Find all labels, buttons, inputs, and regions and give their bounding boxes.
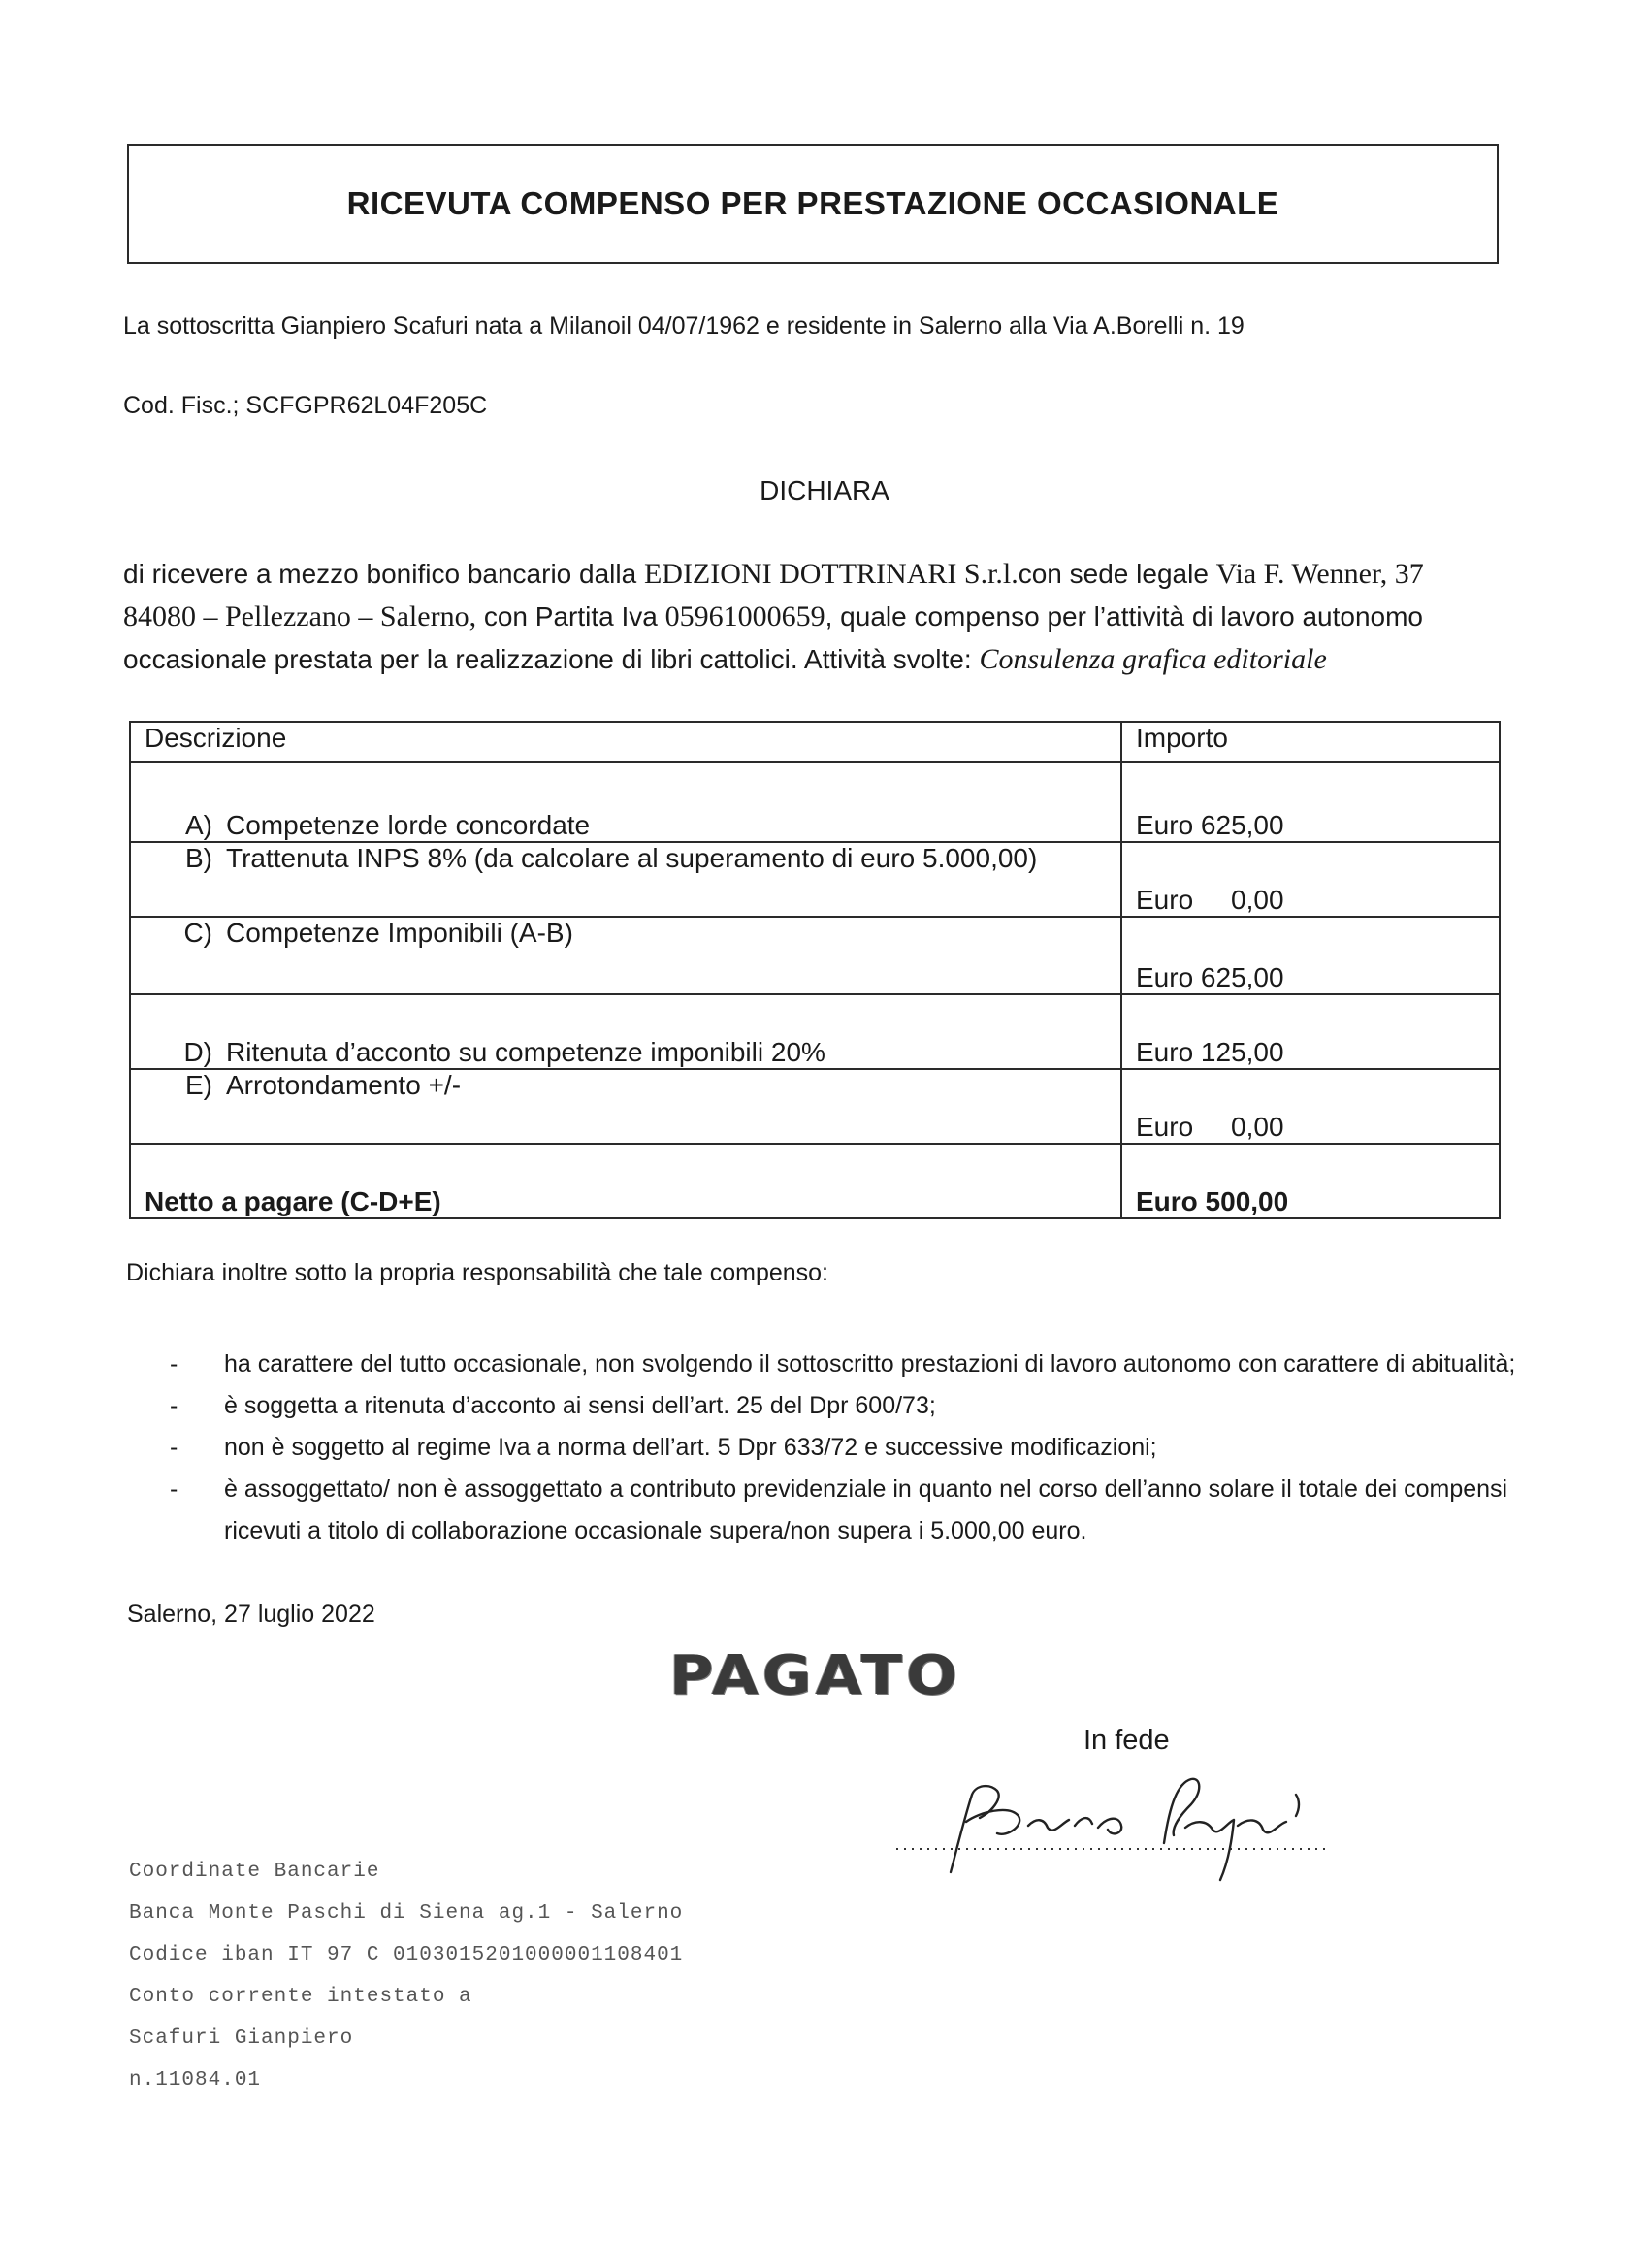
activity: Consulenza grafica editoriale [979, 643, 1327, 675]
total-label: Netto a pagare (C-D+E) [130, 1144, 1121, 1218]
list-item: - non è soggetto al regime Iva a norma dell’art. 5 Dpr 633/72 e successive modificazioni; [170, 1434, 1157, 1461]
row-amount: Euro 125,00 [1121, 994, 1500, 1069]
row-text: Ritenuta d’acconto su competenze imponibili 20% [226, 1037, 825, 1067]
company-name: EDIZIONI DOTTRINARI S.r.l. [643, 558, 1018, 590]
list-item-continuation: ricevuti a titolo di collaborazione occasionale supera/non supera i 5.000,00 euro. [224, 1517, 1087, 1544]
table-row: B) Trattenuta INPS 8% (da calcolare al superamento di euro 5.000,00) Euro 0,00 [130, 842, 1500, 917]
row-amount: Euro 0,00 [1121, 1069, 1500, 1144]
list-item: - è soggetta a ritenuta d’acconto ai sensi dell’art. 25 del Dpr 600/73; [170, 1392, 936, 1419]
row-amount: Euro 625,00 [1121, 917, 1500, 994]
paid-stamp: PAGATO [669, 1642, 961, 1707]
bank-name: Banca Monte Paschi di Siena ag.1 - Salerno [129, 1902, 684, 1925]
intro-line: La sottoscritta Gianpiero Scafuri nata a Milanoil 04/07/1962 e residente in Salerno alla Via A.Borelli n. 19 [123, 312, 1245, 340]
row-amount: Euro 0,00 [1121, 842, 1500, 917]
table-row: D) Ritenuta d’acconto su competenze imponibili 20% Euro 125,00 [130, 994, 1500, 1069]
place-date: Salerno, 27 luglio 2022 [127, 1601, 375, 1628]
table-row: A) Competenze lorde concordate Euro 625,00 [130, 762, 1500, 842]
iban: Codice iban IT 97 C 0103015201000001108401 [129, 1944, 684, 1966]
header-importo: Importo [1121, 722, 1500, 762]
fee-table [129, 721, 1501, 1219]
document-title: RICEVUTA COMPENSO PER PRESTAZIONE OCCASIONALE [346, 185, 1279, 221]
list-item: - ha carattere del tutto occasionale, non svolgendo il sottoscritto prestazioni di lavoro autonomo con carattere di abitualità; [170, 1350, 1516, 1377]
table-row: C) Competenze Imponibili (A-B) Euro 625,00 [130, 917, 1500, 994]
account-holder-label: Conto corrente intestato a [129, 1986, 472, 2008]
account-number: n.11084.01 [129, 2069, 262, 2091]
body-line-3: occasionale prestata per la realizzazione di libri cattolici. Attività svolte: Consulenza grafica editoriale [123, 643, 1327, 675]
table-row: E) Arrotondamento +/- Euro 0,00 [130, 1069, 1500, 1144]
table-total-row [130, 1144, 1500, 1218]
company-address: Via F. Wenner, 37 [1215, 558, 1424, 590]
header-description: Descrizione [130, 722, 1121, 762]
fiscal-code: Cod. Fisc.; SCFGPR62L04F205C [123, 392, 488, 419]
total-amount: Euro 500,00 [1121, 1144, 1500, 1218]
account-holder: Scafuri Gianpiero [129, 2027, 354, 2050]
table-header-row [130, 722, 1500, 762]
row-text: Competenze Imponibili (A-B) [226, 918, 573, 948]
declare-heading: DICHIARA [760, 475, 889, 505]
declaration-list [170, 1344, 1515, 1552]
also-declare: Dichiara inoltre sotto la propria responsabilità che tale compenso: [126, 1259, 828, 1286]
row-amount: Euro 625,00 [1121, 762, 1500, 842]
list-item: - è assoggettato/ non è assoggettato a contributo previdenziale in quanto nel corso dell’anno solare il totale dei compensi [170, 1475, 1508, 1503]
vat-number: 05961000659 [664, 600, 825, 632]
title-box [127, 144, 1499, 264]
body-line-1: di ricevere a mezzo bonifico bancario dalla EDIZIONI DOTTRINARI S.r.l.con sede legale Via F. Wenner, 37 [123, 558, 1424, 590]
body-line-2: 84080 – Pellezzano – Salerno, con Partita Iva 05961000659, quale compenso per l’attività di lavoro autonomo [123, 600, 1423, 632]
bank-heading: Coordinate Bancarie [129, 1861, 380, 1883]
row-text: Arrotondamento +/- [226, 1070, 462, 1100]
row-text: Competenze lorde concordate [226, 810, 591, 840]
company-city: 84080 – Pellezzano – Salerno, [123, 600, 477, 632]
row-text: Trattenuta INPS 8% (da calcolare al superamento di euro 5.000,00) [226, 843, 1038, 873]
in-fede: In fede [1083, 1725, 1170, 1756]
signature [883, 1766, 1339, 1892]
